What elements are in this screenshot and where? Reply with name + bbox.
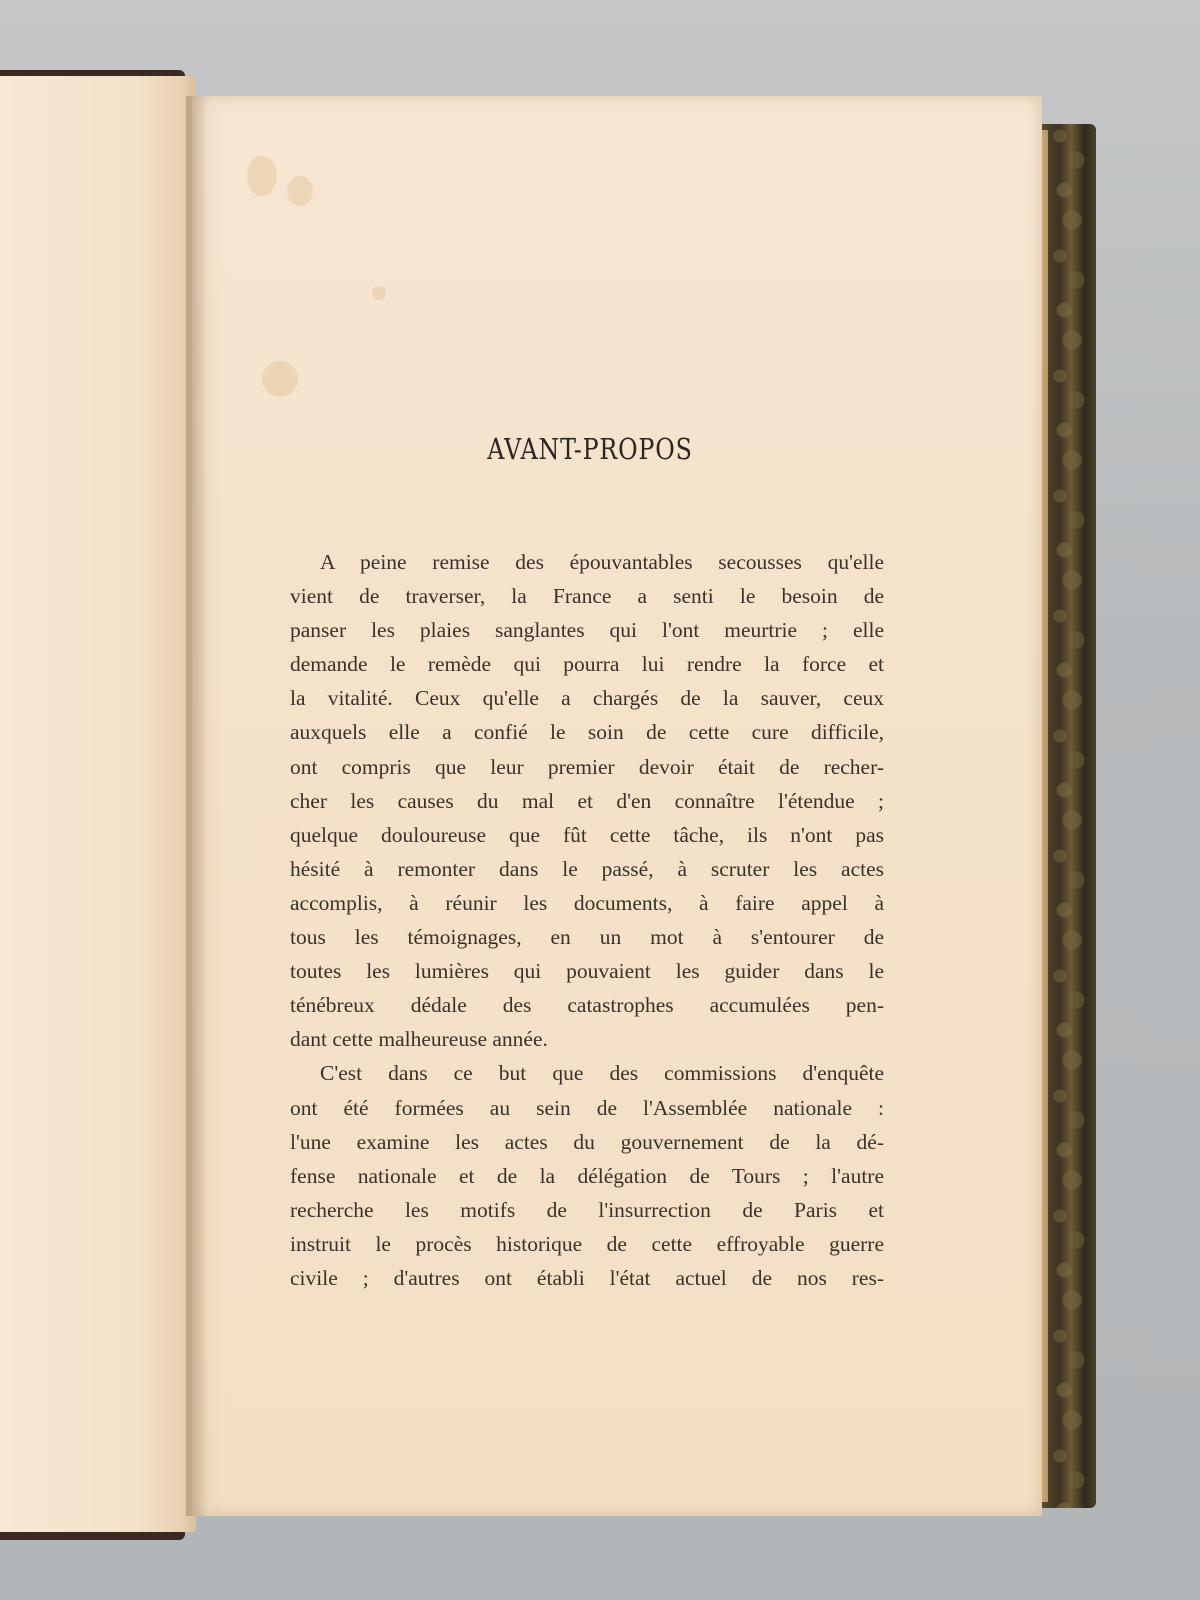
text-line: fense nationale et de la délégation de Tours ; l'autre [290,1163,884,1188]
text-line: ont été formées au sein de l'Assemblée nationale : [290,1095,884,1120]
left-page [0,76,196,1532]
text-line: recherche les motifs de l'insurrection de Paris et [290,1197,884,1222]
foxing-stain [247,156,277,196]
text-line: la vitalité. Ceux qu'elle a chargés de la sauver, ceux [290,686,884,711]
text-line: quelque douloureuse que fût cette tâche, ils n'ont pas [290,822,884,847]
chapter-title: AVANT-PROPOS [487,432,693,466]
text-line: hésité à remonter dans le passé, à scruter les actes [290,856,884,881]
text-line: demande le remède qui pourra lui rendre la force et [290,652,884,677]
foxing-stain [287,176,313,206]
text-line: vient de traverser, la France a senti le besoin de [290,584,884,609]
paragraph-1 [290,545,884,1056]
text-line: toutes les lumières qui pouvaient les guider dans le [290,959,884,984]
foxing-stain [372,286,386,300]
text-line: A peine remise des épouvantables secousses qu'elle [320,550,884,574]
text-line: C'est dans ce but que des commissions d'enquête [320,1061,884,1086]
body-text [290,545,884,1295]
text-line: instruit le procès historique de cette effroyable guerre [290,1231,884,1256]
text-line: accomplis, à réunir les documents, à faire appel à [290,890,884,915]
text-line: ont compris que leur premier devoir était de recher- [290,754,884,779]
text-line: civile ; d'autres ont établi l'état actuel de nos res- [290,1265,884,1290]
text-line: tous les témoignages, en un mot à s'entourer de [290,925,884,950]
book-cover-right [1040,124,1096,1508]
text-line: auxquels elle a confié le soin de cette cure difficile, [290,720,884,745]
foxing-stain [262,361,298,397]
text-line: cher les causes du mal et d'en connaître l'étendue ; [290,788,884,813]
gutter-shadow [186,96,208,1516]
text-line: panser les plaies sanglantes qui l'ont meurtrie ; elle [290,618,884,643]
text-line: l'une examine les actes du gouvernement de la dé- [290,1129,884,1154]
paragraph-2 [290,1056,884,1295]
text-line: dant cette malheureuse année. [290,1027,548,1052]
text-line: ténébreux dédale des catastrophes accumulées pen- [290,993,884,1018]
